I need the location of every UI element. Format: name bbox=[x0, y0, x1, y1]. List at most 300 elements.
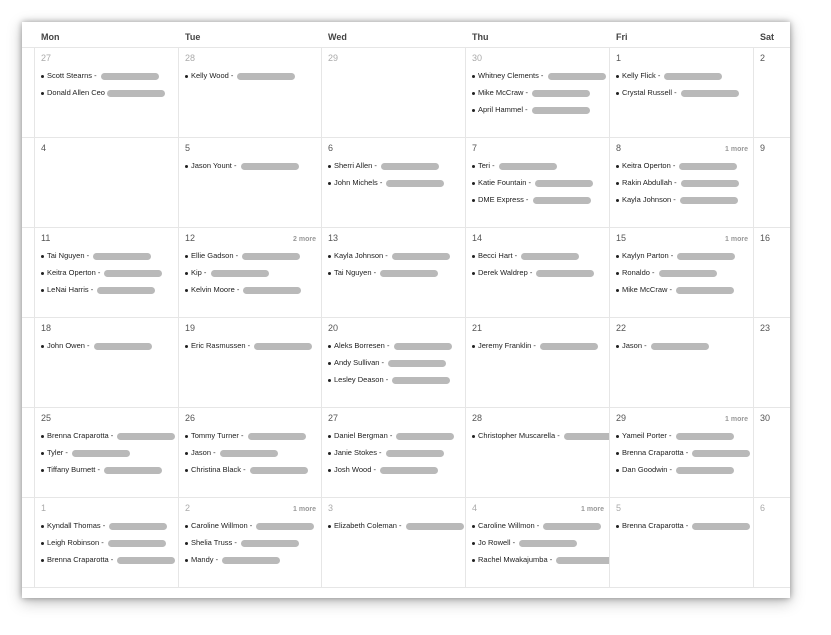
left-gutter bbox=[22, 48, 35, 138]
calendar-event[interactable] bbox=[41, 538, 178, 555]
event-list bbox=[616, 341, 753, 358]
event-title: Eric Rasmussen - bbox=[191, 341, 253, 350]
day-number: 21 bbox=[472, 323, 483, 333]
event-list bbox=[472, 431, 609, 448]
event-dot-icon bbox=[328, 345, 331, 348]
redacted-text bbox=[543, 523, 601, 530]
event-list bbox=[41, 251, 178, 302]
event-dot-icon bbox=[41, 435, 44, 438]
calendar-event[interactable] bbox=[472, 431, 609, 448]
day-cell[interactable] bbox=[754, 138, 790, 228]
day-number: 3 bbox=[328, 503, 334, 513]
event-title: John Michels - bbox=[334, 178, 385, 187]
calendar-event[interactable] bbox=[328, 358, 465, 375]
event-title: Whitney Clements - bbox=[478, 71, 546, 80]
event-title: Donald Allen Ceo bbox=[47, 88, 105, 97]
redacted-text bbox=[396, 433, 454, 440]
event-title: Brenna Craparotta - bbox=[47, 555, 116, 564]
event-dot-icon bbox=[616, 525, 619, 528]
day-number: 25 bbox=[41, 413, 52, 423]
day-cell[interactable] bbox=[179, 138, 322, 228]
calendar-event[interactable] bbox=[185, 538, 321, 555]
redacted-text bbox=[220, 450, 278, 457]
event-title: Brenna Craparotta - bbox=[622, 448, 691, 457]
redacted-text bbox=[101, 73, 159, 80]
calendar-event[interactable] bbox=[616, 285, 753, 302]
event-title: Brenna Craparotta - bbox=[622, 521, 691, 530]
more-events-link[interactable]: 1 more bbox=[581, 506, 604, 513]
day-cell[interactable] bbox=[35, 498, 179, 588]
event-title: Yameil Porter - bbox=[622, 431, 674, 440]
event-dot-icon bbox=[185, 345, 188, 348]
event-list bbox=[328, 161, 465, 195]
calendar-event[interactable] bbox=[328, 161, 465, 178]
calendar-event[interactable] bbox=[41, 448, 178, 465]
redacted-text bbox=[388, 360, 446, 367]
event-dot-icon bbox=[328, 362, 331, 365]
calendar-event[interactable] bbox=[185, 161, 321, 178]
day-cell[interactable] bbox=[466, 318, 610, 408]
day-cell[interactable] bbox=[466, 408, 610, 498]
event-dot-icon bbox=[41, 92, 44, 95]
day-cell[interactable] bbox=[466, 228, 610, 318]
more-events-link[interactable]: 1 more bbox=[725, 146, 748, 153]
event-title: Kelvin Moore - bbox=[191, 285, 242, 294]
event-title: Leigh Robinson - bbox=[47, 538, 106, 547]
event-list bbox=[472, 161, 609, 212]
day-cell[interactable] bbox=[35, 408, 179, 498]
event-title: Christopher Muscarella - bbox=[478, 431, 562, 440]
event-list bbox=[185, 341, 321, 358]
event-dot-icon bbox=[472, 272, 475, 275]
redacted-text bbox=[242, 253, 300, 260]
redacted-text bbox=[108, 540, 166, 547]
redacted-text bbox=[548, 73, 606, 80]
event-list bbox=[616, 161, 753, 212]
event-dot-icon bbox=[185, 272, 188, 275]
event-dot-icon bbox=[185, 452, 188, 455]
calendar-event[interactable] bbox=[472, 178, 609, 195]
event-title: Mike McCraw - bbox=[478, 88, 531, 97]
calendar-window bbox=[22, 22, 790, 598]
day-cell[interactable] bbox=[35, 138, 179, 228]
event-dot-icon bbox=[472, 165, 475, 168]
redacted-text bbox=[564, 433, 609, 440]
event-dot-icon bbox=[616, 255, 619, 258]
redacted-text bbox=[250, 467, 308, 474]
day-number: 8 bbox=[616, 143, 622, 153]
calendar-event[interactable] bbox=[185, 431, 321, 448]
calendar-event[interactable] bbox=[328, 521, 465, 538]
day-cell[interactable] bbox=[322, 138, 466, 228]
event-dot-icon bbox=[328, 379, 331, 382]
event-title: Janie Stokes - bbox=[334, 448, 384, 457]
event-list bbox=[41, 341, 178, 358]
event-dot-icon bbox=[185, 559, 188, 562]
calendar-event[interactable] bbox=[41, 88, 178, 105]
calendar-event[interactable] bbox=[328, 431, 465, 448]
calendar-event[interactable] bbox=[472, 88, 609, 105]
day-cell[interactable] bbox=[610, 48, 754, 138]
weekday-header: Tue bbox=[179, 22, 322, 48]
event-dot-icon bbox=[328, 525, 331, 528]
day-number: 30 bbox=[760, 413, 771, 423]
day-cell[interactable] bbox=[754, 498, 790, 588]
calendar-event[interactable] bbox=[41, 268, 178, 285]
day-cell[interactable] bbox=[610, 138, 754, 228]
day-number: 4 bbox=[472, 503, 478, 513]
calendar-event[interactable] bbox=[41, 555, 178, 572]
redacted-text bbox=[254, 343, 312, 350]
calendar-event[interactable] bbox=[185, 268, 321, 285]
calendar-event[interactable] bbox=[328, 251, 465, 268]
event-title: Tyler - bbox=[47, 448, 70, 457]
redacted-text bbox=[692, 523, 750, 530]
more-events-link[interactable]: 1 more bbox=[725, 236, 748, 243]
calendar-event[interactable] bbox=[41, 285, 178, 302]
event-dot-icon bbox=[185, 469, 188, 472]
day-cell[interactable] bbox=[35, 228, 179, 318]
event-dot-icon bbox=[185, 289, 188, 292]
more-events-link[interactable]: 1 more bbox=[725, 416, 748, 423]
event-list bbox=[41, 71, 178, 105]
calendar-event[interactable] bbox=[616, 341, 753, 358]
day-number: 7 bbox=[472, 143, 478, 153]
day-number: 2 bbox=[185, 503, 191, 513]
calendar-event[interactable] bbox=[328, 341, 465, 358]
day-number: 26 bbox=[185, 413, 196, 423]
day-number: 13 bbox=[328, 233, 339, 243]
event-dot-icon bbox=[472, 559, 475, 562]
event-list bbox=[472, 251, 609, 285]
event-dot-icon bbox=[616, 165, 619, 168]
calendar-event[interactable] bbox=[328, 268, 465, 285]
day-number: 28 bbox=[472, 413, 483, 423]
redacted-text bbox=[222, 557, 280, 564]
redacted-text bbox=[256, 523, 314, 530]
calendar-event[interactable] bbox=[185, 465, 321, 482]
redacted-text bbox=[380, 467, 438, 474]
event-dot-icon bbox=[328, 272, 331, 275]
calendar-event[interactable] bbox=[616, 161, 753, 178]
redacted-text bbox=[521, 253, 579, 260]
event-dot-icon bbox=[616, 435, 619, 438]
day-number: 20 bbox=[328, 323, 339, 333]
event-list bbox=[185, 251, 321, 302]
event-dot-icon bbox=[41, 469, 44, 472]
day-cell[interactable] bbox=[35, 48, 179, 138]
redacted-text bbox=[540, 343, 598, 350]
redacted-text bbox=[679, 163, 737, 170]
calendar-event[interactable] bbox=[616, 431, 753, 448]
calendar-event[interactable] bbox=[472, 538, 609, 555]
day-cell[interactable] bbox=[322, 498, 466, 588]
event-title: Dan Goodwin - bbox=[622, 465, 675, 474]
event-list bbox=[328, 251, 465, 285]
event-title: Keitra Operton - bbox=[47, 268, 103, 277]
redacted-text bbox=[117, 433, 175, 440]
redacted-text bbox=[676, 467, 734, 474]
calendar-event[interactable] bbox=[328, 465, 465, 482]
event-dot-icon bbox=[185, 255, 188, 258]
redacted-text bbox=[72, 450, 130, 457]
event-dot-icon bbox=[616, 182, 619, 185]
redacted-text bbox=[392, 377, 450, 384]
event-title: Caroline Willmon - bbox=[478, 521, 542, 530]
event-title: Shelia Truss - bbox=[191, 538, 239, 547]
event-title: April Hammel - bbox=[478, 105, 530, 114]
left-gutter bbox=[22, 408, 35, 498]
left-gutter-header bbox=[22, 22, 35, 48]
event-title: John Owen - bbox=[47, 341, 92, 350]
left-gutter bbox=[22, 138, 35, 228]
redacted-text bbox=[241, 163, 299, 170]
redacted-text bbox=[681, 180, 739, 187]
day-cell[interactable] bbox=[466, 48, 610, 138]
event-title: Jason - bbox=[622, 341, 649, 350]
event-list bbox=[616, 431, 753, 482]
redacted-text bbox=[248, 433, 306, 440]
day-number: 29 bbox=[328, 53, 339, 63]
day-cell[interactable] bbox=[610, 228, 754, 318]
calendar-event[interactable] bbox=[616, 448, 753, 465]
day-number: 11 bbox=[41, 233, 51, 243]
weekday-header: Thu bbox=[466, 22, 610, 48]
calendar-event[interactable] bbox=[185, 285, 321, 302]
redacted-text bbox=[117, 557, 175, 564]
day-cell[interactable] bbox=[754, 48, 790, 138]
event-dot-icon bbox=[185, 525, 188, 528]
calendar-event[interactable] bbox=[328, 375, 465, 392]
redacted-text bbox=[533, 197, 591, 204]
day-cell[interactable] bbox=[179, 318, 322, 408]
left-gutter bbox=[22, 228, 35, 318]
event-list bbox=[328, 341, 465, 392]
event-dot-icon bbox=[616, 452, 619, 455]
redacted-text bbox=[406, 523, 464, 530]
event-dot-icon bbox=[185, 435, 188, 438]
event-title: Tommy Turner - bbox=[191, 431, 246, 440]
calendar-event[interactable] bbox=[41, 431, 178, 448]
event-title: Kayla Johnson - bbox=[334, 251, 390, 260]
event-title: Scott Stearns - bbox=[47, 71, 99, 80]
redacted-text bbox=[556, 557, 609, 564]
month-calendar-grid bbox=[22, 22, 790, 598]
calendar-event[interactable] bbox=[616, 71, 753, 88]
calendar-event[interactable] bbox=[41, 251, 178, 268]
event-title: Keitra Operton - bbox=[622, 161, 678, 170]
event-list bbox=[185, 161, 321, 178]
day-number: 18 bbox=[41, 323, 52, 333]
event-title: Tiffany Burnett - bbox=[47, 465, 103, 474]
day-cell[interactable] bbox=[610, 498, 754, 588]
event-dot-icon bbox=[328, 452, 331, 455]
calendar-event[interactable] bbox=[472, 521, 609, 538]
event-dot-icon bbox=[472, 109, 475, 112]
day-number: 19 bbox=[185, 323, 196, 333]
event-dot-icon bbox=[328, 469, 331, 472]
day-number: 12 bbox=[185, 233, 196, 243]
day-number: 16 bbox=[760, 233, 771, 243]
calendar-event[interactable] bbox=[185, 341, 321, 358]
day-number: 4 bbox=[41, 143, 47, 153]
calendar-event[interactable] bbox=[616, 251, 753, 268]
calendar-event[interactable] bbox=[616, 465, 753, 482]
day-number: 28 bbox=[185, 53, 196, 63]
event-list bbox=[41, 521, 178, 572]
event-dot-icon bbox=[472, 345, 475, 348]
calendar-event[interactable] bbox=[616, 521, 753, 538]
redacted-text bbox=[97, 287, 155, 294]
event-title: Brenna Craparotta - bbox=[47, 431, 116, 440]
event-title: Mike McCraw - bbox=[622, 285, 675, 294]
day-cell[interactable] bbox=[322, 408, 466, 498]
calendar-event[interactable] bbox=[41, 341, 178, 358]
calendar-event[interactable] bbox=[472, 251, 609, 268]
event-title: Jason - bbox=[191, 448, 218, 457]
more-events-link[interactable]: 1 more bbox=[293, 506, 316, 513]
day-number: 22 bbox=[616, 323, 627, 333]
day-number: 14 bbox=[472, 233, 483, 243]
event-title: Ellie Gadson - bbox=[191, 251, 241, 260]
weekday-header: Mon bbox=[35, 22, 179, 48]
calendar-event[interactable] bbox=[41, 71, 178, 88]
redacted-text bbox=[380, 270, 438, 277]
event-dot-icon bbox=[472, 542, 475, 545]
day-cell[interactable] bbox=[754, 318, 790, 408]
redacted-text bbox=[392, 253, 450, 260]
redacted-text bbox=[394, 343, 452, 350]
event-list bbox=[328, 431, 465, 482]
calendar-event[interactable] bbox=[185, 448, 321, 465]
calendar-event[interactable] bbox=[472, 105, 609, 122]
day-number: 6 bbox=[328, 143, 334, 153]
event-title: Daniel Bergman - bbox=[334, 431, 395, 440]
event-dot-icon bbox=[472, 435, 475, 438]
day-number: 1 bbox=[41, 503, 47, 513]
weekday-header: Wed bbox=[322, 22, 466, 48]
event-dot-icon bbox=[41, 289, 44, 292]
day-number: 23 bbox=[760, 323, 771, 333]
calendar-event[interactable] bbox=[472, 268, 609, 285]
redacted-text bbox=[381, 163, 439, 170]
event-dot-icon bbox=[616, 199, 619, 202]
calendar-event[interactable] bbox=[616, 268, 753, 285]
event-list bbox=[472, 521, 609, 572]
day-number: 15 bbox=[616, 233, 627, 243]
event-title: Mandy - bbox=[191, 555, 221, 564]
event-dot-icon bbox=[41, 559, 44, 562]
calendar-event[interactable] bbox=[472, 195, 609, 212]
event-title: Rachel Mwakajumba - bbox=[478, 555, 555, 564]
redacted-text bbox=[659, 270, 717, 277]
event-dot-icon bbox=[616, 345, 619, 348]
redacted-text bbox=[109, 523, 167, 530]
event-dot-icon bbox=[616, 469, 619, 472]
day-cell[interactable] bbox=[179, 498, 322, 588]
day-cell[interactable] bbox=[754, 228, 790, 318]
redacted-text bbox=[664, 73, 722, 80]
calendar-event[interactable] bbox=[616, 178, 753, 195]
calendar-event[interactable] bbox=[41, 465, 178, 482]
calendar-event[interactable] bbox=[472, 71, 609, 88]
day-cell[interactable] bbox=[179, 408, 322, 498]
event-list bbox=[185, 431, 321, 482]
calendar-event[interactable] bbox=[41, 521, 178, 538]
day-cell[interactable] bbox=[35, 318, 179, 408]
event-dot-icon bbox=[472, 92, 475, 95]
redacted-text bbox=[651, 343, 709, 350]
redacted-text bbox=[104, 467, 162, 474]
day-cell[interactable] bbox=[610, 318, 754, 408]
calendar-event[interactable] bbox=[185, 71, 321, 88]
event-dot-icon bbox=[616, 289, 619, 292]
redacted-text bbox=[94, 343, 152, 350]
calendar-event[interactable] bbox=[185, 251, 321, 268]
left-gutter bbox=[22, 498, 35, 588]
event-dot-icon bbox=[41, 272, 44, 275]
event-title: LeNai Harris - bbox=[47, 285, 96, 294]
redacted-text bbox=[237, 73, 295, 80]
event-title: Jo Rowell - bbox=[478, 538, 518, 547]
day-cell[interactable] bbox=[322, 228, 466, 318]
event-title: Crystal Russell - bbox=[622, 88, 679, 97]
day-cell[interactable] bbox=[322, 48, 466, 138]
day-cell[interactable] bbox=[179, 228, 322, 318]
event-dot-icon bbox=[616, 75, 619, 78]
redacted-text bbox=[519, 540, 577, 547]
event-title: Lesley Deason - bbox=[334, 375, 391, 384]
event-dot-icon bbox=[41, 542, 44, 545]
event-list bbox=[41, 431, 178, 482]
event-title: Elizabeth Coleman - bbox=[334, 521, 404, 530]
redacted-text bbox=[241, 540, 299, 547]
event-dot-icon bbox=[185, 75, 188, 78]
day-cell[interactable] bbox=[179, 48, 322, 138]
calendar-event[interactable] bbox=[185, 555, 321, 572]
redacted-text bbox=[532, 90, 590, 97]
more-events-link[interactable]: 2 more bbox=[293, 236, 316, 243]
calendar-event[interactable] bbox=[472, 341, 609, 358]
calendar-event[interactable] bbox=[616, 88, 753, 105]
event-title: Jason Yount - bbox=[191, 161, 239, 170]
event-title: Kaylyn Parton - bbox=[622, 251, 676, 260]
redacted-text bbox=[386, 450, 444, 457]
event-dot-icon bbox=[41, 345, 44, 348]
event-dot-icon bbox=[41, 452, 44, 455]
day-cell[interactable] bbox=[610, 408, 754, 498]
event-dot-icon bbox=[41, 75, 44, 78]
event-dot-icon bbox=[185, 165, 188, 168]
day-cell[interactable] bbox=[466, 498, 610, 588]
day-cell[interactable] bbox=[466, 138, 610, 228]
day-number: 1 bbox=[616, 53, 622, 63]
day-number: 30 bbox=[472, 53, 483, 63]
calendar-event[interactable] bbox=[185, 521, 321, 538]
calendar-event[interactable] bbox=[328, 178, 465, 195]
calendar-event[interactable] bbox=[472, 161, 609, 178]
day-cell[interactable] bbox=[322, 318, 466, 408]
weekday-header: Sat bbox=[754, 22, 790, 48]
day-cell[interactable] bbox=[754, 408, 790, 498]
event-dot-icon bbox=[185, 542, 188, 545]
day-number: 27 bbox=[41, 53, 52, 63]
calendar-event[interactable] bbox=[616, 195, 753, 212]
redacted-text bbox=[677, 253, 735, 260]
calendar-event[interactable] bbox=[328, 448, 465, 465]
calendar-event[interactable] bbox=[472, 555, 609, 572]
event-dot-icon bbox=[41, 525, 44, 528]
